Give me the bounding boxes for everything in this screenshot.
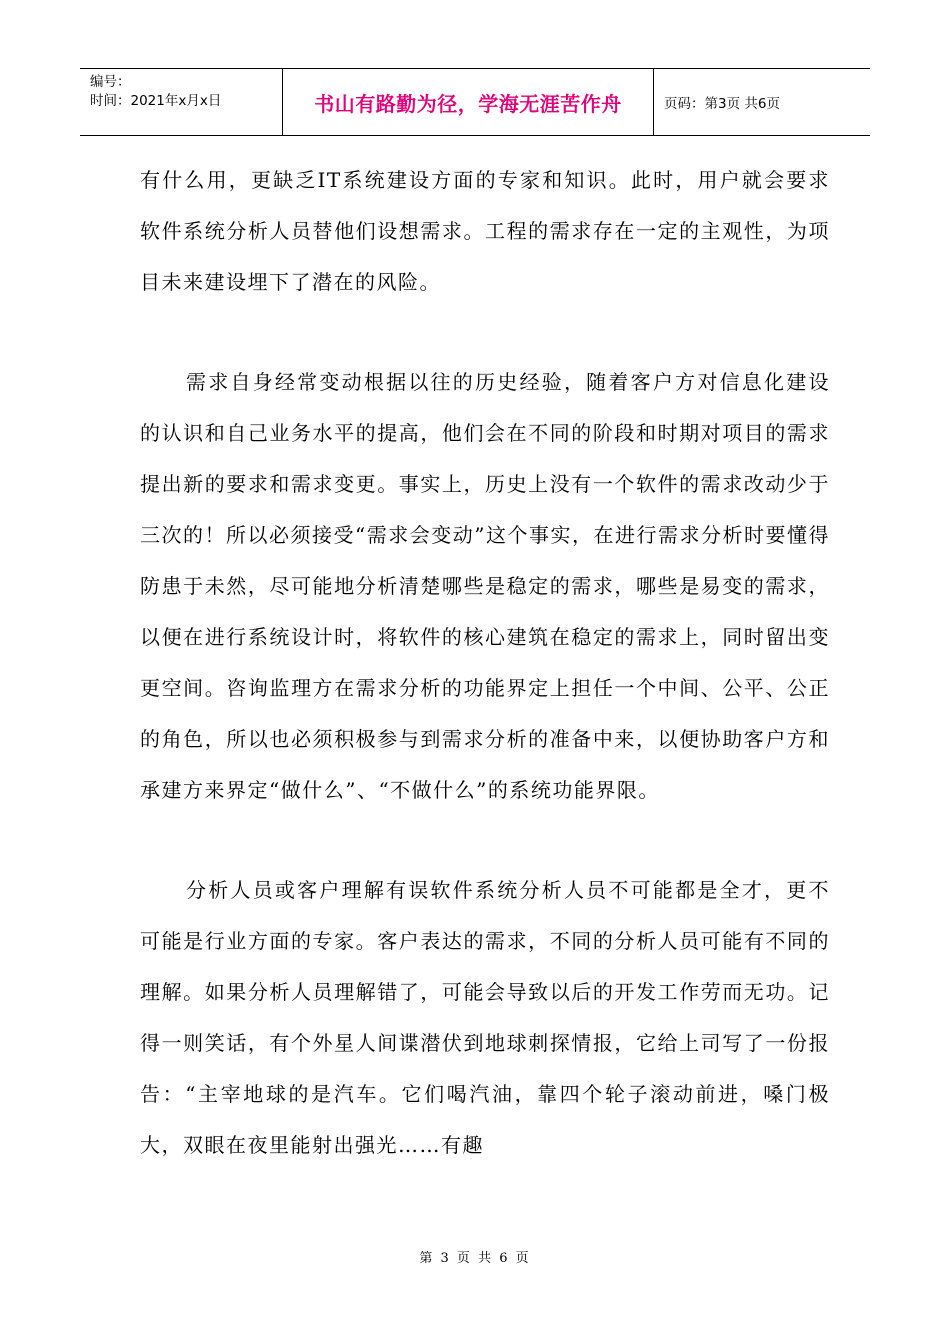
document-date: 时间：2021年x月x日 [90, 93, 222, 109]
paragraph-requirement-changes: 需求自身经常变动根据以往的历史经验，随着客户方对信息化建设的认识和自己业务水平的提高，他们会在不同的阶段和时期对项目的需求提出新的要求和需求变更。事实上，历史上没有一个软件的需求改动少于三次的！所以必须接受“需求会变动”这个事实，在进行需求分析时要懂得防患于未然，尽可能地分析清楚哪些是稳定的需求，哪些是易变的需求，以便在进行系统设计时，将软件的核心建筑在稳定的需求上，同时留出变更空间。咨询监理方在需求分析的功能界定上担任一个中间、公平、公正的角色，所以也必须积极参与到需求分析的准备中来，以便协助客户方和承建方来界定“做什么”、“不做什么”的系统功能界限。 [140, 370, 830, 802]
paragraph-continuation: 有什么用，更缺乏IT系统建设方面的专家和知识。此时，用户就会要求软件系统分析人员替他们设想需求。工程的需求存在一定的主观性，为项目未来建设埋下了潜在的风险。 [140, 168, 830, 294]
document-number-label: 编号： [90, 74, 131, 90]
header-meta [80, 69, 282, 135]
page-footer: 第 3 页 共 6 页 [419, 1251, 531, 1266]
document-body [140, 155, 830, 1171]
paragraph-spacer [140, 308, 830, 357]
header-motto-cell [282, 69, 654, 135]
document-header [80, 68, 870, 136]
paragraph-spacer [140, 816, 830, 865]
header-motto: 书山有路勤为径，学海无涯苦作舟 [314, 91, 622, 116]
header-page-info: 页码：第3页 共6页 [664, 96, 780, 112]
paragraph-misunderstanding: 分析人员或客户理解有误软件系统分析人员不可能都是全才，更不可能是行业方面的专家。客户表达的需求，不同的分析人员可能有不同的理解。如果分析人员理解错了，可能会导致以后的开发工作劳而无功。记得一则笑话，有个外星人间谍潜伏到地球刺探情报，它给上司写了一份报告：“主宰地球的是汽车。它们喝汽油，靠四个轮子滚动前进，嗓门极大，双眼在夜里能射出强光……有趣 [140, 878, 830, 1157]
header-page-info-cell [654, 69, 870, 135]
